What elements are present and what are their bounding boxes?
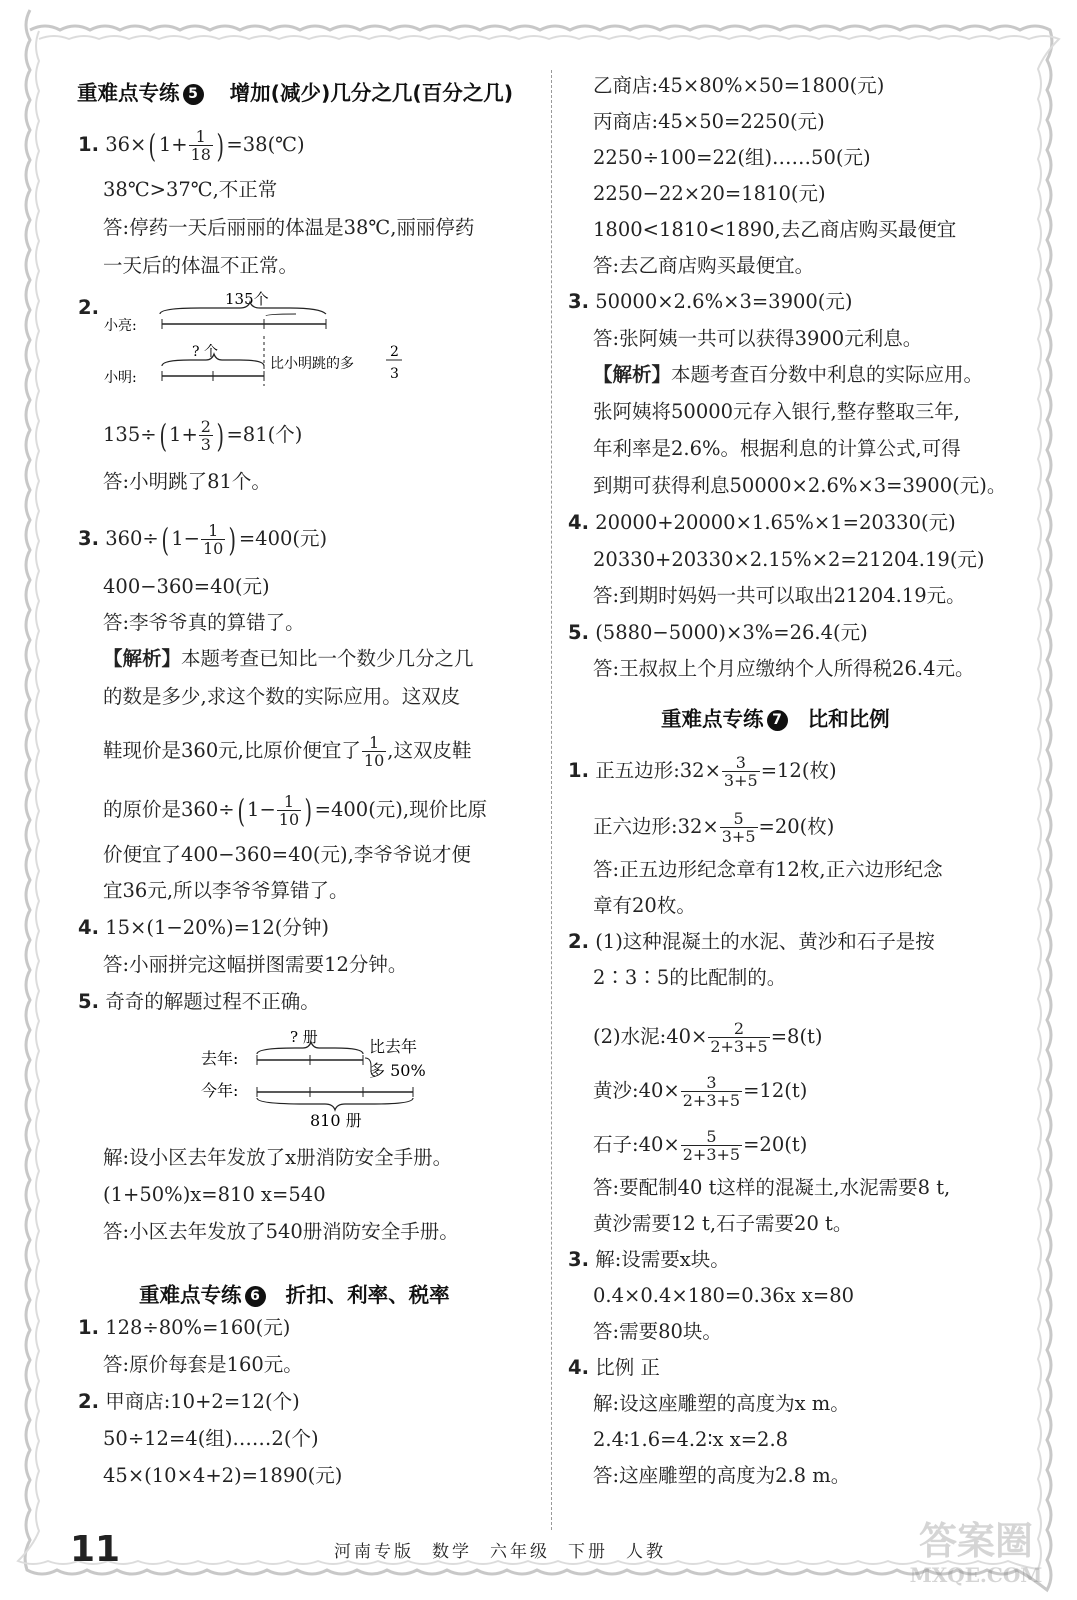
s6-q3-line1 — [568, 290, 853, 314]
numerator: 1 — [277, 793, 301, 811]
s7-q1-line2 — [593, 810, 834, 845]
s7-q2-answer-cont: 黄沙需要12 t,石子需要20 t。 — [593, 1212, 853, 1235]
brace-bottom — [257, 1098, 413, 1110]
s7-q1-line1 — [568, 754, 837, 789]
s6-q2-line4: 乙商店:45×80%×50=1800(元) — [593, 74, 885, 97]
s6-q3-answer: 答:张阿姨一共可以获得3900元利息。 — [593, 327, 923, 350]
question-number: 2. — [78, 1390, 99, 1413]
paren-right: ) — [304, 791, 313, 830]
s5-q2-line-diagram — [100, 286, 420, 396]
expr: 15×(1−20%)=12(分钟) — [105, 916, 330, 939]
statement: (1)这种混凝土的水泥、黄沙和石子是按 — [595, 930, 935, 953]
footer-info — [334, 1537, 684, 1562]
s6-q2-line3: 45×(10×4+2)=1890(元) — [103, 1464, 343, 1487]
section-7-title — [661, 702, 890, 732]
paren-left: ( — [148, 126, 157, 165]
footer-grade: 六年级 — [490, 1542, 550, 1562]
analysis-text: ,这双皮鞋 — [387, 739, 472, 762]
s7-q2-cement — [593, 1020, 823, 1055]
section-number-badge: 7 — [767, 710, 788, 731]
s5-q4-line1 — [78, 916, 329, 940]
analysis-text: 本题考查百分数中利息的实际应用。 — [671, 363, 984, 386]
s7-q1-answer: 答:正五边形纪念章有12枚,正六边形纪念 — [593, 858, 943, 881]
s6-q3-analysis-4: 到期可获得利息50000×2.6%×3=3900(元)。 — [593, 474, 1007, 497]
analysis-text: 的原价是360÷ — [103, 798, 235, 821]
denominator: 2+3+5 — [682, 1091, 741, 1110]
analysis-label: 【解析】 — [103, 647, 182, 670]
expr: =400(元) — [238, 527, 328, 550]
s6-q4-answer: 答:到期时妈妈一共可以取出21204.19元。 — [593, 584, 966, 607]
expr: 正六边形:32× — [593, 815, 719, 838]
paren-right: ) — [228, 520, 237, 559]
s5-q3-analysis-2: 的数是多少,求这个数的实际应用。这双皮 — [103, 685, 461, 708]
s6-q2-line1 — [78, 1390, 300, 1414]
brace-mid — [162, 354, 264, 366]
expr: (5880−5000)×3%=26.4(元) — [595, 621, 868, 644]
fraction — [199, 418, 213, 453]
expr: 20000+20000×1.65%×1=20330(元) — [595, 511, 956, 534]
expr: (2)水泥:40× — [593, 1025, 708, 1048]
s6-q1-answer: 答:原价每套是160元。 — [103, 1353, 303, 1376]
numerator: 5 — [681, 1128, 742, 1146]
expr: 正五边形:32× — [595, 759, 721, 782]
diagram-fraction-numerator: 2 — [390, 344, 399, 360]
fraction — [362, 734, 386, 769]
section-topic: 折扣、利率、税率 — [285, 1283, 450, 1307]
s5-q5-line-diagram — [195, 1022, 455, 1130]
diagram-total-label: 135个 — [225, 290, 269, 308]
s6-q5-answer: 答:王叔叔上个月应缴纳个人所得税26.4元。 — [593, 657, 975, 680]
question-number: 2. — [568, 930, 589, 953]
s6-q2-line8: 1800<1810<1890,去乙商店购买最便宜 — [593, 218, 957, 241]
footer-edition: 人教 — [626, 1542, 666, 1562]
s5-q3-answer: 答:李爷爷真的算错了。 — [103, 611, 305, 634]
section-label: 重难点专练 — [661, 707, 764, 731]
expr: 128÷80%=160(元) — [105, 1316, 291, 1339]
expr: =20(枚) — [758, 815, 835, 838]
s7-q2-line1 — [568, 930, 935, 954]
section-label: 重难点专练 — [139, 1283, 242, 1307]
brace-extra — [266, 314, 296, 316]
question-number: 2. — [78, 296, 99, 319]
numerator: 2 — [708, 1020, 769, 1038]
section-label: 重难点专练 — [77, 81, 180, 105]
denominator: 2+3+5 — [710, 1037, 768, 1056]
expr: 1+ — [169, 423, 198, 446]
analysis-text: 鞋现价是360元,比原价便宜了 — [103, 739, 361, 762]
s6-q2-line7: 2250−22×20=1810(元) — [593, 182, 826, 205]
page-number: 11 — [70, 1529, 121, 1570]
watermark-logo — [904, 1510, 1049, 1590]
analysis-text: 本题考查已知比一个数少几分之几 — [181, 647, 474, 670]
analysis-text: =400(元),现价比原 — [314, 798, 488, 821]
denominator: 18 — [190, 145, 211, 164]
numerator: 2 — [200, 417, 211, 436]
watermark-text: 答案圈 — [918, 1518, 1034, 1563]
s7-q3-answer: 答:需要80块。 — [593, 1320, 722, 1343]
s5-q3-analysis-5: 价便宜了400−360=40(元),李爷爷说才便 — [103, 843, 471, 866]
section-5-title — [77, 76, 513, 106]
footer-subject: 数学 — [432, 1542, 472, 1562]
s5-q5-solve: 解:设小区去年发放了x册消防安全手册。 — [103, 1146, 453, 1169]
denominator: 3 — [200, 435, 211, 454]
expr: 135÷ — [103, 423, 157, 446]
numerator: 3 — [681, 1074, 742, 1092]
numerator: 3 — [722, 754, 760, 772]
s7-q2-answer: 答:要配制40 t这样的混凝土,水泥需要8 t, — [593, 1176, 951, 1199]
s6-q4-line1 — [568, 511, 956, 535]
numerator: 1 — [362, 734, 386, 752]
s5-q1-line2: 38℃>37℃,不正常 — [103, 178, 278, 201]
brace-top — [257, 1042, 363, 1054]
diagram-note: 多 50% — [369, 1061, 426, 1080]
paren-left: ( — [159, 416, 167, 455]
paren-right: ) — [216, 126, 224, 165]
diagram-total-label: 810 册 — [310, 1111, 362, 1130]
expr: 黄沙:40× — [593, 1079, 680, 1102]
fraction — [681, 1128, 742, 1163]
diagram-row-label-last-year: 去年: — [201, 1049, 239, 1068]
question-number: 1. — [78, 1316, 99, 1339]
numerator: 5 — [720, 810, 758, 828]
expr: 甲商店:10+2=12(个) — [105, 1390, 300, 1413]
statement: 解:设需要x块。 — [595, 1248, 730, 1271]
expr: 360÷ — [105, 527, 159, 550]
numerator: 1 — [201, 522, 225, 540]
section-number-badge: 5 — [183, 84, 204, 105]
expr: =81(个) — [226, 423, 303, 446]
s7-q4-equation: 2.4∶1.6=4.2∶x x=2.8 — [593, 1428, 789, 1451]
s6-q2-line2: 50÷12=4(组)……2(个) — [103, 1427, 319, 1450]
s7-q2-sand — [593, 1074, 807, 1109]
footer-volume: 下册 — [568, 1542, 608, 1562]
fraction — [681, 1074, 742, 1109]
watermark-url: MXQE.COM — [909, 1563, 1043, 1587]
s5-q1-line1 — [78, 128, 305, 163]
s6-q2-line6: 2250÷100=22(组)……50(元) — [593, 146, 871, 169]
footer-region: 河南专版 — [334, 1542, 414, 1562]
question-number: 3. — [568, 1248, 589, 1271]
s5-q3-analysis-1 — [103, 647, 474, 671]
question-number: 5. — [78, 990, 99, 1013]
question-number: 3. — [568, 290, 589, 313]
diagram-note: 比小明跳的多 — [270, 356, 354, 372]
diagram-unknown-label: ? 个 — [192, 344, 218, 360]
fraction — [189, 128, 213, 163]
diagram-row-label-this-year: 今年: — [201, 1081, 239, 1100]
section-number-badge: 6 — [245, 1286, 266, 1307]
s6-q2-answer: 答:去乙商店购买最便宜。 — [593, 254, 815, 277]
analysis-label: 【解析】 — [593, 363, 672, 386]
s7-q3-equation: 0.4×0.4×180=0.36x x=80 — [593, 1284, 855, 1307]
fraction — [720, 810, 758, 845]
diagram-note: 比去年 — [369, 1037, 418, 1056]
expr: 1− — [171, 527, 200, 550]
section-topic: 增加(减少)几分之几(百分之几) — [229, 81, 514, 105]
denominator: 10 — [363, 751, 385, 770]
s7-q4-line1 — [568, 1356, 660, 1380]
question-number: 3. — [78, 527, 99, 550]
expr: =12(t) — [743, 1079, 808, 1102]
s5-q5-equation: (1+50%)x=810 x=540 — [103, 1183, 326, 1206]
s6-q3-analysis-3: 年利率是2.6%。根据利息的计算公式,可得 — [593, 437, 961, 460]
section-6-title — [139, 1278, 450, 1308]
s7-q2-stone — [593, 1128, 807, 1163]
question-number: 4. — [568, 1356, 589, 1379]
denominator: 3+5 — [723, 771, 758, 790]
s6-q1-line1 — [78, 1316, 290, 1340]
s5-q3-analysis-3 — [103, 734, 471, 769]
diagram-fraction-denominator: 3 — [390, 366, 399, 382]
s5-q3-line2: 400−360=40(元) — [103, 575, 270, 598]
column-divider — [551, 70, 552, 1530]
s5-q1-answer-cont: 一天后的体温不正常。 — [103, 254, 299, 277]
s5-q3-analysis-4 — [103, 793, 487, 828]
expr: =38(℃) — [226, 133, 305, 156]
expr: 36× — [105, 133, 147, 156]
s5-q5-answer: 答:小区去年发放了540册消防安全手册。 — [103, 1220, 459, 1243]
analysis-text: 1− — [247, 798, 276, 821]
s7-q1-answer-cont: 章有20枚。 — [593, 894, 696, 917]
denominator: 10 — [278, 810, 300, 829]
fraction — [708, 1020, 769, 1055]
s6-q4-line2: 20330+20330×2.15%×2=21204.19(元) — [593, 548, 985, 571]
s7-q4-solve: 解:设这座雕塑的高度为x m。 — [593, 1392, 850, 1415]
statement: 比例 正 — [595, 1356, 660, 1379]
s5-q1-answer: 答:停药一天后丽丽的体温是38℃,丽丽停药 — [103, 216, 475, 239]
s6-q3-analysis-1 — [593, 363, 983, 387]
s5-q3-line1 — [78, 522, 327, 557]
paren-right: ) — [216, 416, 224, 455]
diagram-unknown-label: ? 册 — [290, 1028, 318, 1046]
expr: 50000×2.6%×3=3900(元) — [595, 290, 853, 313]
fraction — [722, 754, 760, 789]
fraction — [201, 522, 225, 557]
s5-q2-number — [78, 296, 99, 320]
expr: 石子:40× — [593, 1133, 680, 1156]
question-number: 1. — [78, 133, 99, 156]
question-number: 5. — [568, 621, 589, 644]
s7-q4-answer: 答:这座雕塑的高度为2.8 m。 — [593, 1464, 851, 1487]
expr: =12(枚) — [760, 759, 837, 782]
statement: 奇奇的解题过程不正确。 — [105, 990, 320, 1013]
question-number: 4. — [78, 916, 99, 939]
expr: =20(t) — [743, 1133, 808, 1156]
s5-q2-expr — [103, 418, 302, 453]
paren-left: ( — [237, 791, 245, 830]
diagram-row-label-xiaoming: 小明: — [104, 370, 137, 386]
s5-q5-line1 — [78, 990, 320, 1014]
expr: 1+ — [158, 133, 188, 156]
question-number: 4. — [568, 511, 589, 534]
s5-q3-analysis-6: 宜36元,所以李爷爷算错了。 — [103, 879, 349, 902]
denominator: 3+5 — [721, 827, 756, 846]
expr: =8(t) — [770, 1025, 823, 1048]
denominator: 2+3+5 — [682, 1145, 741, 1164]
s5-q4-answer: 答:小丽拼完这幅拼图需要12分钟。 — [103, 953, 408, 976]
s6-q2-line5: 丙商店:45×50=2250(元) — [593, 110, 825, 133]
diagram-row-label-xiaoliang: 小亮: — [104, 318, 137, 334]
s7-q3-line1 — [568, 1248, 730, 1272]
question-number: 1. — [568, 759, 589, 782]
s7-q2-line2: 2∶3∶5的比配制的。 — [593, 966, 787, 989]
s5-q2-answer: 答:小明跳了81个。 — [103, 470, 271, 493]
denominator: 10 — [202, 539, 224, 558]
paren-left: ( — [161, 520, 169, 559]
fraction — [277, 793, 301, 828]
section-topic: 比和比例 — [807, 707, 890, 731]
numerator: 1 — [189, 128, 213, 146]
s6-q3-analysis-2: 张阿姨将50000元存入银行,整存整取三年, — [593, 400, 960, 423]
s6-q5-line1 — [568, 621, 868, 645]
